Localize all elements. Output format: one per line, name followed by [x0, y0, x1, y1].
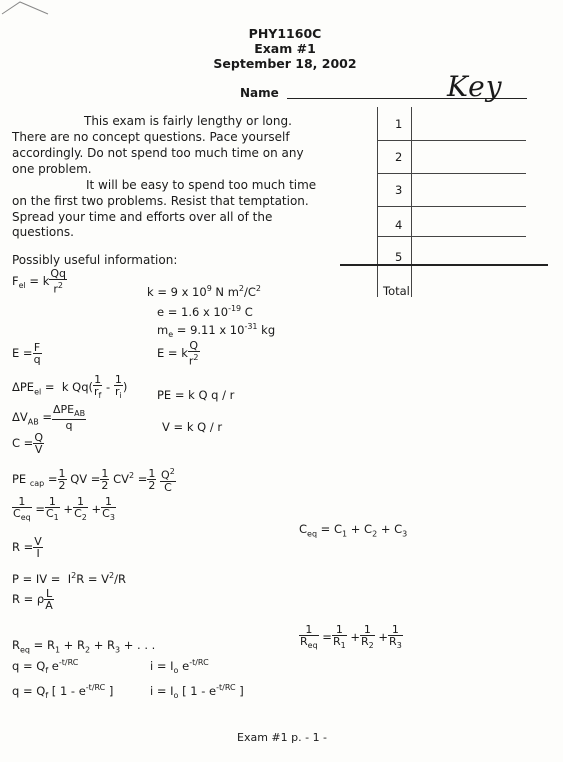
exam-date: September 18, 2002	[213, 56, 357, 71]
score-total-label: Total	[383, 284, 410, 298]
score-row	[377, 206, 526, 237]
eq-ohm: R = $\frac{V}{I}$	[12, 535, 42, 560]
eq-rc-charge-i: $i = I_o$ [ $1 - e^{-t/RC}$ ]	[150, 683, 244, 701]
score-row-label: 2	[395, 150, 403, 164]
score-row-label: 3	[395, 183, 403, 197]
eq-pe-point: PE = k Q q / r	[157, 388, 235, 402]
eq-delta-v: $\Delta V_{AB}$ = $\frac{\Delta PE_{AB}}{q}$	[12, 403, 86, 433]
eq-v-point: V = k Q / r	[162, 420, 223, 434]
score-row-label: 5	[395, 250, 403, 264]
eq-pe-cap: PE $_{cap}$ = $\frac{1}{2}$ QV = $\frac{1}{2}$ $CV^2$ = $\frac{1}{2}$ $\frac{Q^2}{C}$	[12, 466, 175, 494]
eq-rc-discharge-q: $q = Q_f$ $e^{-t/RC}$	[12, 658, 79, 676]
name-handwritten: Key	[447, 70, 503, 103]
score-row	[377, 173, 526, 207]
eq-parallel-res: $\frac{1}{R_{eq}}$ = $\frac{1}{R_1}$ + $\frac{1}{R_2}$ + $\frac{1}{R_3}$	[300, 623, 402, 651]
eq-power: P = IV = $I^2R = V^2/R$	[12, 571, 127, 586]
intro-line-6: on the first two problems. Resist that temptation.	[12, 194, 309, 208]
score-row-label: 1	[395, 117, 403, 131]
exam-title: Exam #1	[254, 41, 316, 56]
intro-line-5: It will be easy to spend too much time	[86, 178, 317, 192]
corner-mark	[0, 0, 60, 20]
score-row	[377, 107, 526, 141]
score-divider	[340, 264, 548, 266]
eq-field-def: E = $\frac{F}{q}$	[12, 341, 41, 366]
info-heading: Possibly useful information:	[12, 253, 178, 267]
eq-field-point: E = k $\frac{Q}{r^2}$	[157, 339, 199, 368]
score-row-label: 4	[395, 218, 403, 232]
name-label: Name	[240, 86, 279, 100]
eq-capacitance: C = $\frac{Q}{V}$	[12, 431, 43, 456]
eq-series-res: $R_{eq} = R_1 + R_2 + R_3$ + . . .	[12, 638, 156, 655]
page-footer: Exam #1 p. - 1 -	[237, 731, 328, 744]
eq-e-charge: e = 1.6 x $10^{-19}$ C	[157, 304, 253, 319]
eq-rc-discharge-i: $i = I_o$ $e^{-t/RC}$	[150, 658, 209, 676]
intro-line-1: This exam is fairly lengthy or long.	[84, 114, 292, 128]
score-row	[377, 140, 526, 174]
intro-line-3: accordingly. Do not spend too much time on any	[12, 146, 304, 160]
eq-rc-charge-q: $q = Q_f$ [ $1 - e^{-t/RC}$ ]	[12, 683, 114, 701]
intro-line-4: one problem.	[12, 162, 92, 176]
eq-series-cap: $\frac{1}{C_{eq}}$ = $\frac{1}{C_1}$ + $\frac{1}{C_2}$ + $\frac{1}{C_3}$	[13, 495, 115, 523]
course-code: PHY1160C	[248, 26, 322, 41]
eq-coulomb-force: $F_{el} = k$ $\frac{Qq}{r^2}$	[12, 267, 67, 296]
eq-resistivity: R = ρ $\frac{L}{A}$	[12, 587, 53, 612]
eq-e-mass: $m_e = 9.11$ x $10^{-31}$ kg	[157, 322, 276, 340]
eq-parallel-cap: $C_{eq} = C_1 + C_2 + C_3$	[299, 522, 408, 539]
eq-k-constant: k = 9 x $10^9$ N $m^2/C^2$	[147, 284, 261, 299]
intro-line-2: There are no concept questions. Pace yourself	[12, 130, 290, 144]
intro-line-7: Spread your time and efforts over all of the	[12, 210, 273, 224]
eq-delta-pe: $\Delta PE_{el} = k$ Qq( $\frac{1}{r_f}$ - $\frac{1}{r_i}$ )	[12, 373, 128, 401]
intro-line-8: questions.	[12, 225, 74, 239]
